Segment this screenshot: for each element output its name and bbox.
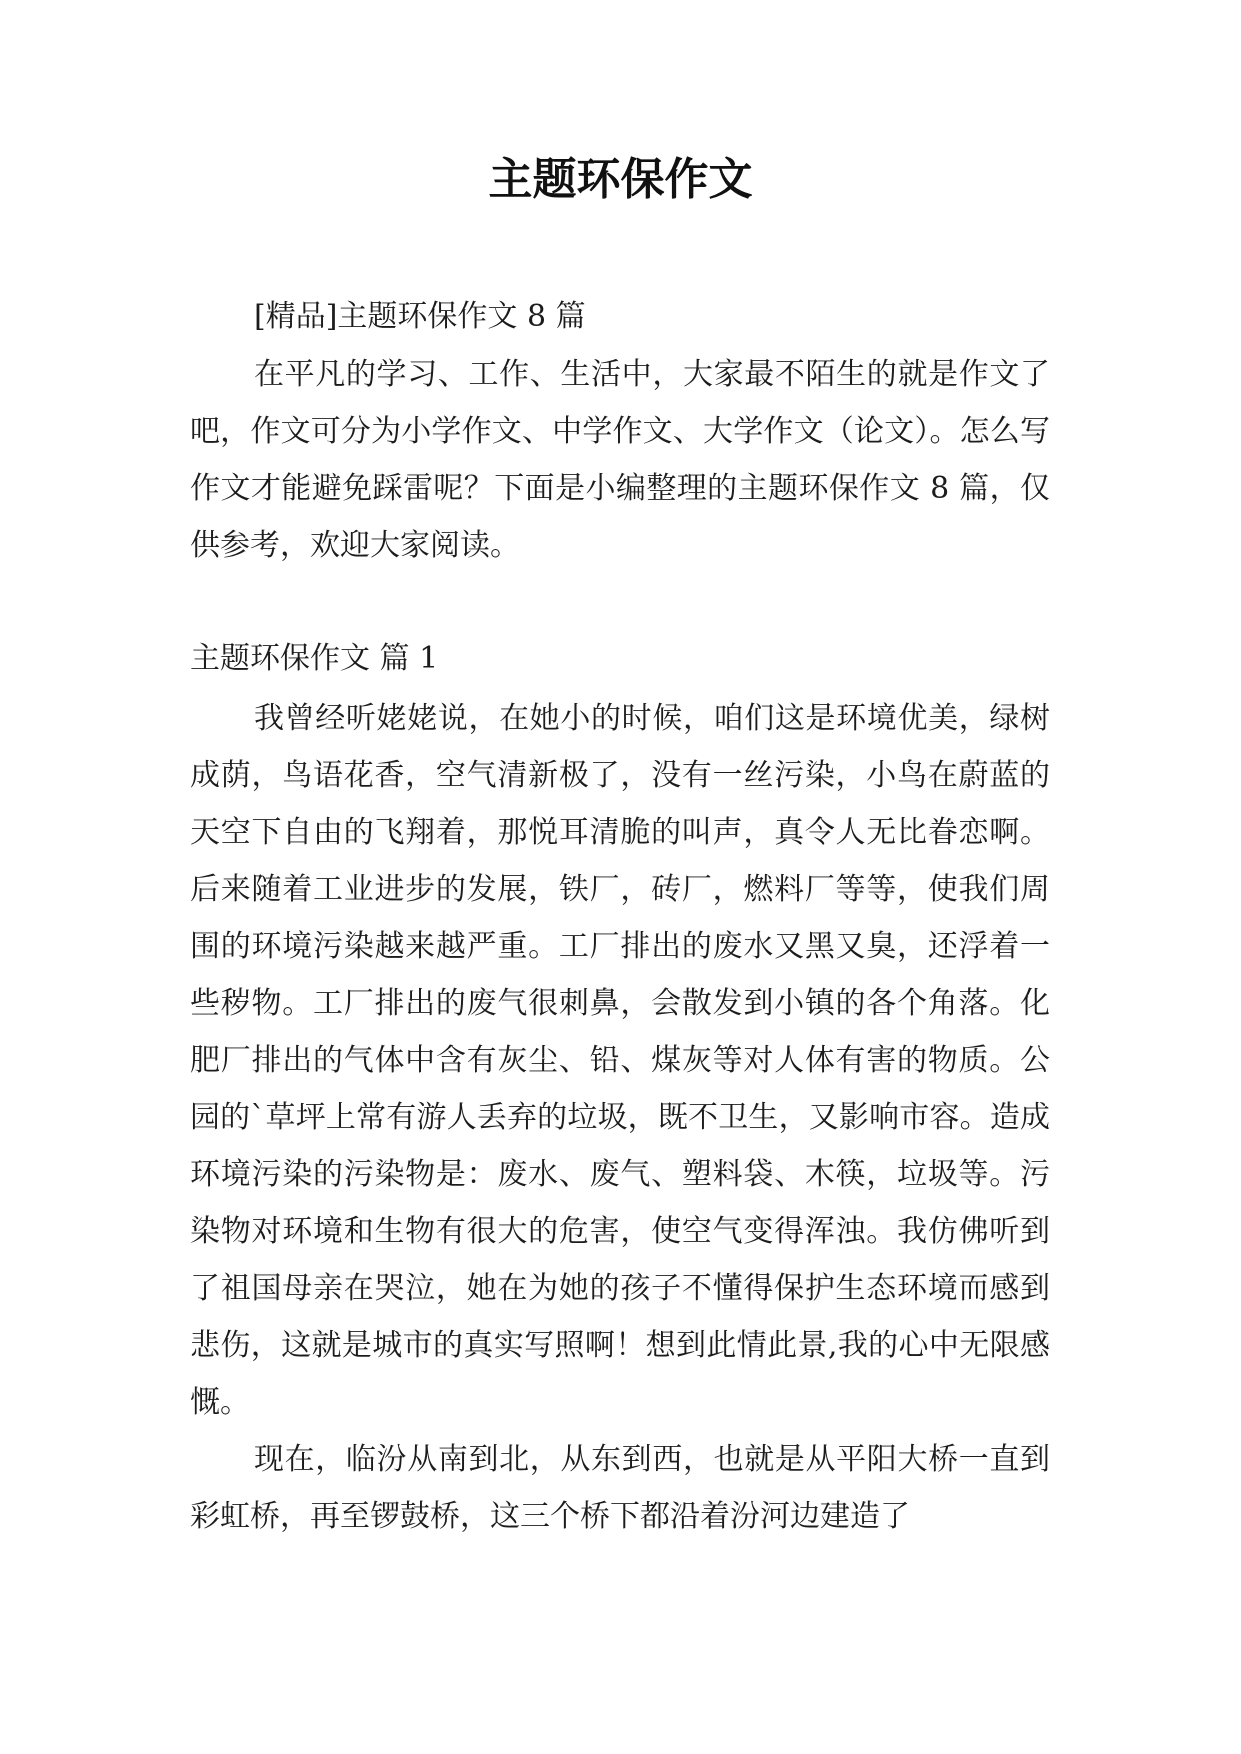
- subtitle-text: [精品]主题环保作文 8 篇: [254, 299, 586, 334]
- intro-text: 在平凡的学习、工作、生活中，大家最不陌生的就是作文了吧，作文可分为小学作文、中学作文、大学作文（论文）。怎么写作文才能避免踩雷呢？下面是小编整理的主题环保作文 8 篇，仅供参考，欢迎大家阅读。: [190, 357, 1050, 563]
- section-body: [190, 690, 1050, 1545]
- document-subtitle: [190, 288, 1050, 345]
- intro-paragraph: [190, 346, 1050, 574]
- body-paragraph: 现在，临汾从南到北，从东到西，也就是从平阳大桥一直到彩虹桥，再至锣鼓桥，这三个桥下都沿着汾河边建造了: [190, 1442, 1050, 1534]
- section-heading-text: 主题环保作文 篇 1: [190, 641, 439, 676]
- body-paragraph: 我曾经听姥姥说，在她小的时候，咱们这是环境优美，绿树成荫，鸟语花香，空气清新极了，没有一丝污染，小鸟在蔚蓝的天空下自由的飞翔着，那悦耳清脆的叫声，真令人无比眷恋啊。后来随着工业进步的发展，铁厂，砖厂，燃料厂等等，使我们周围的环境污染越来越严重。工厂排出的废水又黑又臭，还浮着一些秽物。工厂排出的废气很刺鼻，会散发到小镇的各个角落。化肥厂排出的气体中含有灰尘、铅、煤灰等对人体有害的物质。公园的`草坪上常有游人丢弃的垃圾，既不卫生，又影响市容。造成环境污染的污染物是：废水、废气、塑料袋、木筷，垃圾等。污染物对环境和生物有很大的危害，使空气变得浑浊。我仿佛听到了祖国母亲在哭泣，她在为她的孩子不懂得保护生态环境而感到悲伤，这就是城市的真实写照啊！想到此情此景,我的心中无限感慨。: [190, 701, 1050, 1420]
- section-heading: [190, 630, 1050, 687]
- document-title: 主题环保作文: [488, 154, 753, 205]
